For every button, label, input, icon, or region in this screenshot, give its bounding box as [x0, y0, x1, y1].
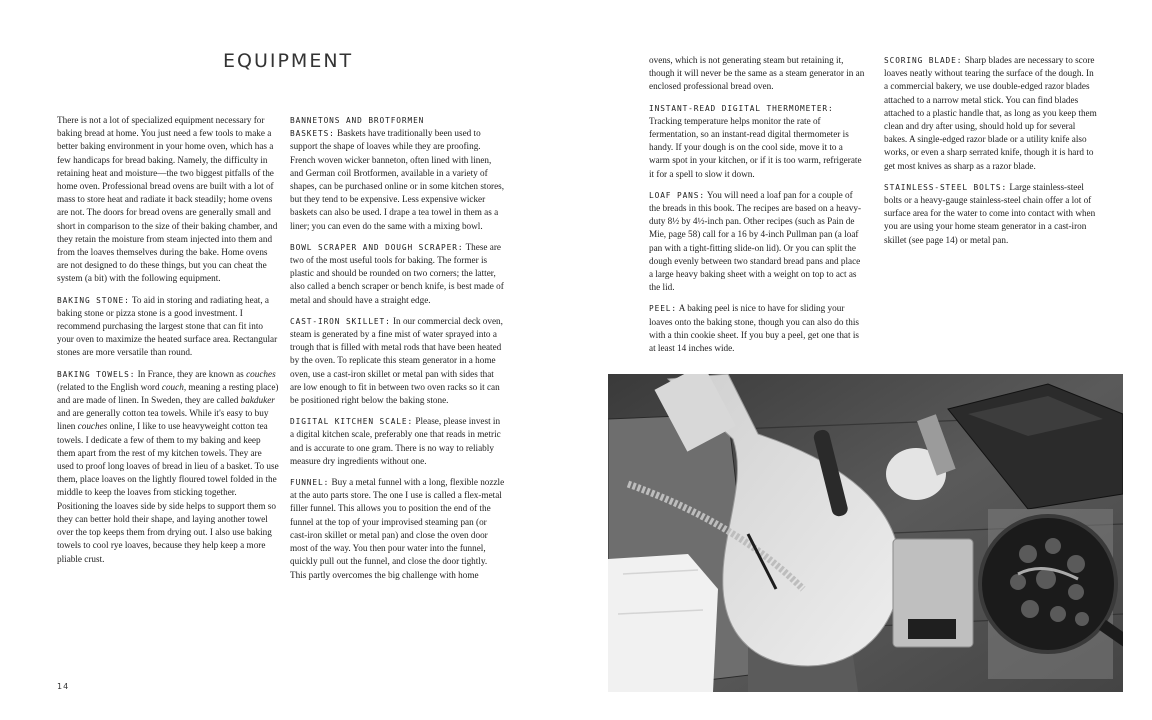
entry-term: PEEL: — [649, 304, 677, 314]
page-title: EQUIPMENT — [223, 50, 354, 72]
entry-term: FUNNEL: — [290, 478, 330, 488]
entry-term: BAKING TOWELS: — [57, 369, 136, 379]
entry-term: LOAF PANS: — [649, 190, 705, 200]
entry-term: STAINLESS-STEEL BOLTS: — [884, 182, 1008, 192]
entry-text: Baskets have traditionally been used to support the shape of loaves while they are proofing. French woven wicker banneton, often lined with linen, and German coil Brotformen, available in a variety of shapes, can be purchased online or in some kitchen stores, but they tend to be expensive. Less expensive wicker baskets can also be used. I drape a tea towel in them as a liner; you can even do the same with a mixing bowl. — [290, 128, 505, 231]
entry-bowl-scraper — [290, 241, 505, 307]
entry-text: Tracking temperature helps monitor the rate of fermentation, so an instant-read digital thermometer is handy. If your dough is on the cool side, move it to a warm spot in your kitchen, or if it is too warm, refrigerate it for a spell to slow it down. — [649, 115, 862, 179]
entry-term: SCORING BLADE: — [884, 56, 963, 65]
entry-emphasis: bakduker — [240, 395, 275, 406]
column-4 — [884, 54, 1100, 255]
equipment-photo-illustration — [608, 374, 1123, 692]
entry-text: In France, they are known as — [137, 368, 244, 379]
page-number: 14 — [57, 682, 70, 691]
entry-scoring-blade — [884, 54, 1100, 173]
entry-emphasis: couch — [161, 381, 184, 392]
entry-cast-iron-skillet — [290, 315, 505, 407]
entry-text: and are generally cotton tea towels. While it's easy to buy linen — [57, 408, 269, 432]
entry-term: DIGITAL KITCHEN SCALE: — [290, 417, 414, 427]
entry-text: (related to the English word — [57, 381, 160, 392]
entry-text: , meaning a resting place) and are made of linen. In Sweden, they are called — [57, 381, 279, 406]
entry-funnel — [290, 476, 505, 582]
entry-bannetons — [290, 114, 505, 233]
entry-baking-towels — [57, 368, 279, 566]
column-2 — [290, 114, 505, 582]
intro-paragraph: There is not a lot of specialized equipment necessary for baking bread at home. You just need a few tools to make a better baking environment in your home oven, which has a few handicaps for bread baking. Namely, the difficulty in retaining heat and moisture—the two biggest pitfalls of the home oven. Professional bread ovens are built with a lot of mass to store heat and radiate it back steadily; home ovens are not. The doors for bread ovens are generally small and short in comparison to the size of their baking chamber, and they retain the moisture from steam injected into them and from the loaves themselves during the bake. Home ovens are not designed to do these things, but you can cheat the system (a bit) with the following equipment. — [57, 115, 278, 284]
entry-term: BANNETONS AND BROTFORMEN — [290, 116, 425, 125]
entry-emphasis: couches — [77, 421, 108, 432]
entry-text: A baking peel is nice to have for sliding your loaves onto the baking stone, though you can also do this with a thin cookie sheet. If you buy a peel, get one that is at least 14 inches wide. — [649, 303, 860, 354]
entry-text: To aid in storing and radiating heat, a baking stone or pizza stone is a good investment. I recommend purchasing the largest stone that can fit into your oven to maximize the heated surface area. Rectangular stones are more versatile than round. — [57, 294, 278, 358]
entry-term: INSTANT-READ DIGITAL THERMOMETER: — [649, 103, 834, 113]
equipment-photo — [608, 374, 1123, 692]
entry-text: You will need a loaf pan for a couple of the breads in this book. The recipes are based on a heavy-duty 8½ by 4½-inch pan. Other recipes (such as Pain de Mie, page 58) call for a 16 by 4-inch Pullman pan (a loaf pan with a tight-fitting slide-on lid). Or you can split the dough evenly between two standard bread pans and place a large heavy baking sheet with a weight on top to act as the lid. — [649, 189, 862, 293]
entry-text: Large stainless-steel bolts or a heavy-gauge stainless-steel chain offer a lot of surface area for the water to come into contact with when you are using your home steam generator in a cast-iron skillet (see page 14) or metal pan. — [884, 181, 1096, 245]
entry-emphasis: couches — [246, 368, 276, 379]
entry-text: In our commercial deck oven, steam is generated by a fine mist of water sprayed into a trough that is filled with metal rods that have been heated by the oven. To replicate this steam generator in a home oven, use a cast-iron skillet or metal pan with sides that are low enough to fit in between two oven racks so it can be positioned right below the baking stone. — [290, 315, 503, 406]
column-1 — [57, 114, 279, 574]
entry-term: BAKING STONE: — [57, 295, 130, 305]
entry-funnel-continued: ovens, which is not generating steam but retaining it, though it will never be the same as a steam generator in an enclosed professional bread oven. — [649, 55, 865, 92]
entry-text: These are two of the most useful tools for baking. The former is plastic and should be rounded on two corners; the latter, also called a bench scraper or bench knife, is best made of metal and should have a straight edge. — [290, 241, 504, 305]
column-3 — [649, 54, 865, 363]
entry-text: Sharp blades are necessary to score loaves neatly without tearing the surface of the dough. In a commercial bakery, we use double-edged razor blades attached to a narrow metal stick. You can find blades attached to a plastic handle that, as long as you keep them clean and dry after using, should hold up for several bakes. A single-edged razor blade or a utility knife also works, or even a sharp serrated knife, though it is hard to get most knives as sharp as a razor blade. — [884, 55, 1097, 171]
entry-loaf-pans — [649, 189, 865, 295]
entry-baking-stone — [57, 294, 279, 360]
entry-term: BOWL SCRAPER AND DOUGH SCRAPER: — [290, 242, 464, 252]
entry-term: BASKETS: — [290, 129, 335, 139]
entry-text: Please, please invest in a digital kitchen scale, preferably one that reads in metric and is accurate to one gram. There is no way to reliably measure dry ingredients without one. — [290, 416, 501, 466]
entry-digital-scale — [290, 415, 505, 468]
entry-peel — [649, 302, 865, 355]
entry-text: online, I like to use heavyweight cotton tea towels. I dedicate a few of them to my baking and keep them apart from the rest of my kitchen towels. They are used to proof long loaves of bread in lieu of a basket. To use them, place loaves on the lightly floured towel folded in the middle to keep the loaves from sticking together. Positioning the loaves side by side helps to support them so they can better hold their shape, and laying another towel over the top keeps them from drying out. I also use baking towels to cool rye loaves, because they help keep a more pliable crust. — [57, 421, 279, 564]
entry-thermometer — [649, 102, 865, 181]
entry-steel-bolts — [884, 181, 1100, 247]
entry-term: CAST-IRON SKILLET: — [290, 316, 391, 326]
entry-text: Buy a metal funnel with a long, flexible nozzle at the auto parts store. The one I use is called a flex-metal filler funnel. This allows you to position the end of the funnel at the top of your improvised steaming pan (or cast-iron skillet or metal pan) and close the oven door most of the way. You then pour water into the funnel, quickly pull out the funnel, and close the door tightly. This partly overcomes the big challenge with home — [290, 477, 505, 580]
